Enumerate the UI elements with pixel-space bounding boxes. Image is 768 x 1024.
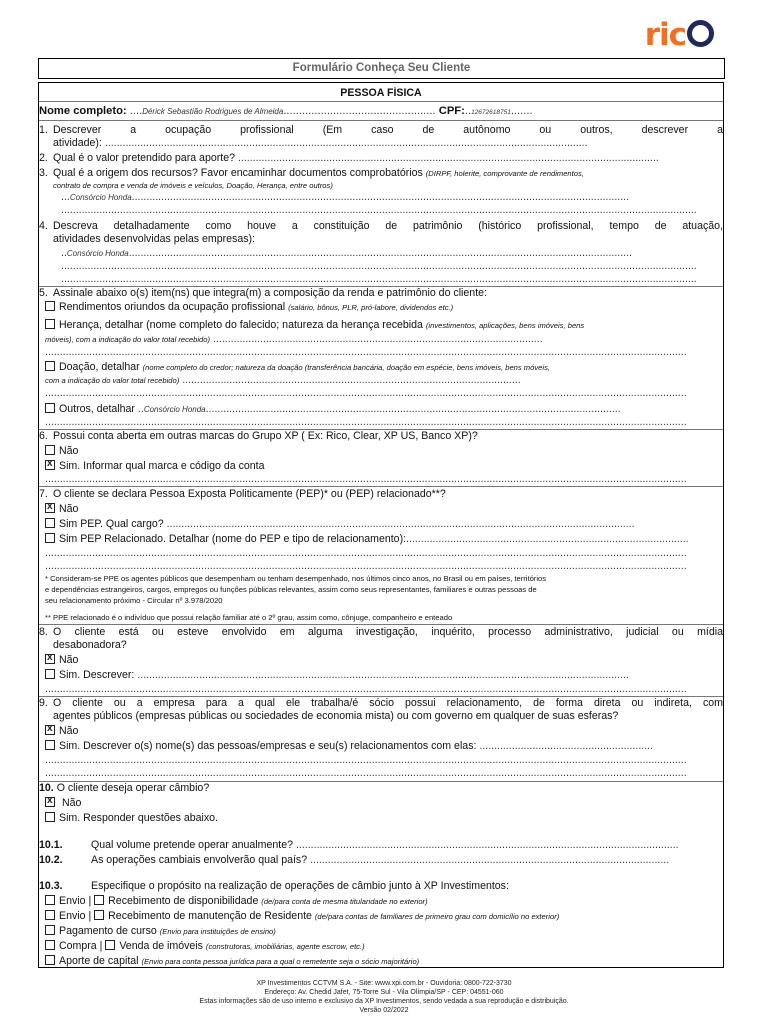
cpf-label: CPF: [438,105,465,117]
checkbox[interactable] [45,533,55,543]
checkbox[interactable] [45,812,55,822]
checkbox[interactable] [45,445,55,455]
q3-line1: 3. Qual é a origem dos recursos? Favor encaminhar documentos comprobatórios (DIRPF, holerite, comprovante de rendimentos, [39,167,584,179]
footer-company: XP Investimentos CCTVM S.A. - Site: www.xpi.com.br - Ouvidoria: 0800-722-3730 [256,980,512,987]
q4-blank-line[interactable]: ........................................................................................................................................................................................................................ [61,273,697,285]
divider [39,101,723,102]
q10-2: 10.2. As operações cambiais envolverão qual país? .......................................................................................................................... [39,854,670,866]
divider [39,624,723,625]
checkbox[interactable] [45,895,55,905]
name-label: Nome completo: [39,105,127,117]
cpf-value[interactable]: 12672618751 [471,109,511,116]
q3-blank-line[interactable]: ........................................................................................................................................................................................................................ [61,204,697,216]
checkbox[interactable] [45,925,55,935]
q8-option-no[interactable]: xNão [39,654,723,667]
q2: 2. Qual é o valor pretendido para aporte? ............................................................................................................................................... [39,152,659,164]
q3-answer-line[interactable]: ...Consórcio Honda......................................................................................................................................................................... [61,191,630,203]
checkbox-checked[interactable] [45,503,55,513]
q4-answer-line[interactable]: ..Consórcio Honda........................................................................................................................................................................... [61,247,633,259]
q4-blank-line[interactable]: ........................................................................................................................................................................................................................ [61,260,697,272]
q4-line1: 4. Descreva detalhadamente como houve a constituição de patrimônio (histórico profissional, tempo de atuação, [39,220,723,232]
q5-option-income[interactable]: Rendimentos oriundos da ocupação profissional (salário, bônus, PLR, pró-labore, dividendos etc.) [39,301,723,314]
q1-line2: atividade): .................................................................................................................................................................... [53,137,588,149]
q9-line2: agentes públicos (empresas públicas ou sociedades de economia mista) ou com governo em qualquer de suas esferas? [53,710,619,722]
q10-3-option-capital[interactable]: Aporte de capital (Envio para conta pessoa jurídica para a qual o remetente seja o sócio majoritário) [39,955,723,968]
footer-address: Endereço: Av. Chedid Jafet, 75-Torre Sul - Vila Olímpia/SP - CEP: 04551-060 [264,989,504,996]
q5-blank-line[interactable]: .......................................................................................................................................................................................................................... [45,416,687,428]
checkbox-checked[interactable] [45,460,55,470]
q10-3-option-resident[interactable]: Envio | Recebimento de manutenção de Residente (de/para contas de familiares de primeiro grau com domicílio no exterior) [39,910,723,923]
checkbox[interactable] [94,895,104,905]
checkbox[interactable] [45,319,55,329]
q10-3-option-availability[interactable]: Envio | Recebimento de disponibilidade (de/para conta de mesma titularidade no exterior) [39,895,723,908]
q7: 7. O cliente se declara Pessoa Exposta Politicamente (PEP)* ou (PEP) relacionado**? [39,488,446,500]
q10-option-no[interactable]: x Não [39,797,723,810]
divider [39,486,723,487]
checkbox[interactable] [45,301,55,311]
checkbox-checked[interactable] [45,654,55,664]
q7-blank-line[interactable]: .......................................................................................................................................................................................................................... [45,547,687,559]
q9-line1: 9. O cliente ou a empresa para a qual ele trabalha/é sócio possui relacionamento, de forma direta ou indireta, com [39,697,723,709]
checkbox-checked[interactable] [45,797,55,807]
name-row: Nome completo: ....Dérick Sebastião Rodrigues de Almeida................................................. CPF:..12672618751....... [39,105,533,117]
checkbox[interactable] [105,940,115,950]
checkbox-checked[interactable] [45,725,55,735]
q7-note-pep: e dependências estrangeiros, cargos, empregos ou funções públicas relevantes, assim como seus representantes, familiares e outras pessoas de [45,585,537,594]
q7-blank-line[interactable]: .......................................................................................................................................................................................................................... [45,560,687,572]
q7-option-pep[interactable]: Sim PEP. Qual cargo? ............................................................................................................................................................... [39,518,723,531]
form-title: Formulário Conheça Seu Cliente [38,58,725,79]
q3-hint: contrato de compra e venda de imóveis e veículos, Doação, Herança, entre outros) [53,181,333,190]
q10-3: 10.3. Especifique o propósito na realização de operações de câmbio junto à XP Investimentos: [39,880,509,892]
q9-option-no[interactable]: xNão [39,725,723,738]
q10-3-option-course[interactable]: Pagamento de curso (Envio para instituições de ensino) [39,925,723,938]
q9-option-yes[interactable]: Sim. Descrever o(s) nome(s) das pessoas/empresas e seu(s) relacionamentos com elas: ........................................................... [39,740,723,753]
checkbox[interactable] [45,361,55,371]
q5-option-donation[interactable]: Doação, detalhar (nome completo do credor; natureza da doação (transferência bancária, doação em espécie, bens imóveis, bens móveis, [39,361,723,374]
q5-option-other[interactable]: Outros, detalhar ..Consórcio Honda............................................................................................................................................. [39,403,723,416]
q5-blank-line[interactable]: .......................................................................................................................................................................................................................... [45,387,687,399]
q7-note-pep: seu relacionamento próximo - Circular nº 3.978/2020 [45,596,223,605]
q5: 5. Assinale abaixo o(s) item(ns) que integra(m) a composição da renda e patrimônio do cliente: [39,287,487,299]
divider [39,120,723,121]
footer-version: Versão 02/2022 [359,1007,409,1014]
q5-blank-line[interactable]: .......................................................................................................................................................................................................................... [45,346,687,358]
q1-line1: 1. Descrever a ocupação profissional (Em caso de autônomo ou outros, descrever a [39,124,723,136]
q6: 6. Possui conta aberta em outras marcas do Grupo XP ( Ex: Rico, Clear, XP US, Banco XP)? [39,430,478,442]
checkbox[interactable] [94,910,104,920]
form-body [38,82,724,968]
q8-line2: desabonadora? [53,639,127,651]
q5-option-inheritance[interactable]: Herança, detalhar (nome completo do falecido; natureza da herança recebida (investimentos, aplicações, bens imóveis, bens [39,319,723,332]
q10: 10. O cliente deseja operar câmbio? [39,782,210,794]
q9-blank-line[interactable]: .......................................................................................................................................................................................................................... [45,754,687,766]
q4-line2: atividades desenvolvidas pelas empresas): [53,233,255,245]
q7-note-pep: * Consideram-se PPE os agentes públicos que desempenham ou tenham desempenhado, nos últimos cinco anos, no Brasil ou em países, territórios [45,574,547,583]
q6-blank-line[interactable]: .......................................................................................................................................................................................................................... [45,473,687,485]
checkbox[interactable] [45,403,55,413]
q8-option-yes[interactable]: Sim. Descrever: ....................................................................................................................................................................... [39,669,723,682]
q7-option-related[interactable]: Sim PEP Relacionado. Detalhar (nome do PEP e tipo de relacionamento):................................................................................................ [39,533,723,546]
rico-logo: ric [645,20,714,51]
q5-donation-hint: com a indicação do valor total recebido) ................................................................................................................... [45,374,521,386]
q10-3-option-property[interactable]: Compra | Venda de imóveis (construtoras, imobiliárias, agente escrow, etc.) [39,940,723,953]
q8-line1: 8. O cliente está ou esteve envolvido em alguma investigação, inquérito, processo administrativo, judicial ou mídia [39,626,723,638]
checkbox[interactable] [45,955,55,965]
q5-inheritance-hint: móveis), com a indicação do valor total recebido) ................................................................................................................ [45,333,543,345]
checkbox[interactable] [45,910,55,920]
q8-blank-line[interactable]: .......................................................................................................................................................................................................................... [45,683,687,695]
name-value[interactable]: Dérick Sebastião Rodrigues de Almeida [142,107,284,116]
q7-note-related: ** PPE relacionado é o indivíduo que possui relação familiar até o 2º grau, assim como, cônjuge, companheiro e enteado [45,613,453,622]
logo-o-ring [687,20,714,47]
q7-option-no[interactable]: xNão [39,503,723,516]
section-title: PESSOA FÍSICA [340,87,422,99]
q9-blank-line[interactable]: .......................................................................................................................................................................................................................... [45,767,687,779]
checkbox[interactable] [45,740,55,750]
checkbox[interactable] [45,669,55,679]
q6-option-no[interactable]: Não [39,445,723,458]
checkbox[interactable] [45,940,55,950]
q10-1: 10.1. Qual volume pretende operar anualmente? .................................................................................................................................. [39,839,679,851]
footer-disclaimer: Estas informações são de uso interno e exclusivo da XP Investimentos, sendo vedada a sua reprodução e distribuição. [199,998,569,1005]
q10-option-yes[interactable]: Sim. Responder questões abaixo. [39,812,723,825]
checkbox[interactable] [45,518,55,528]
q6-option-yes[interactable]: xSim. Informar qual marca e código da conta [39,460,723,473]
